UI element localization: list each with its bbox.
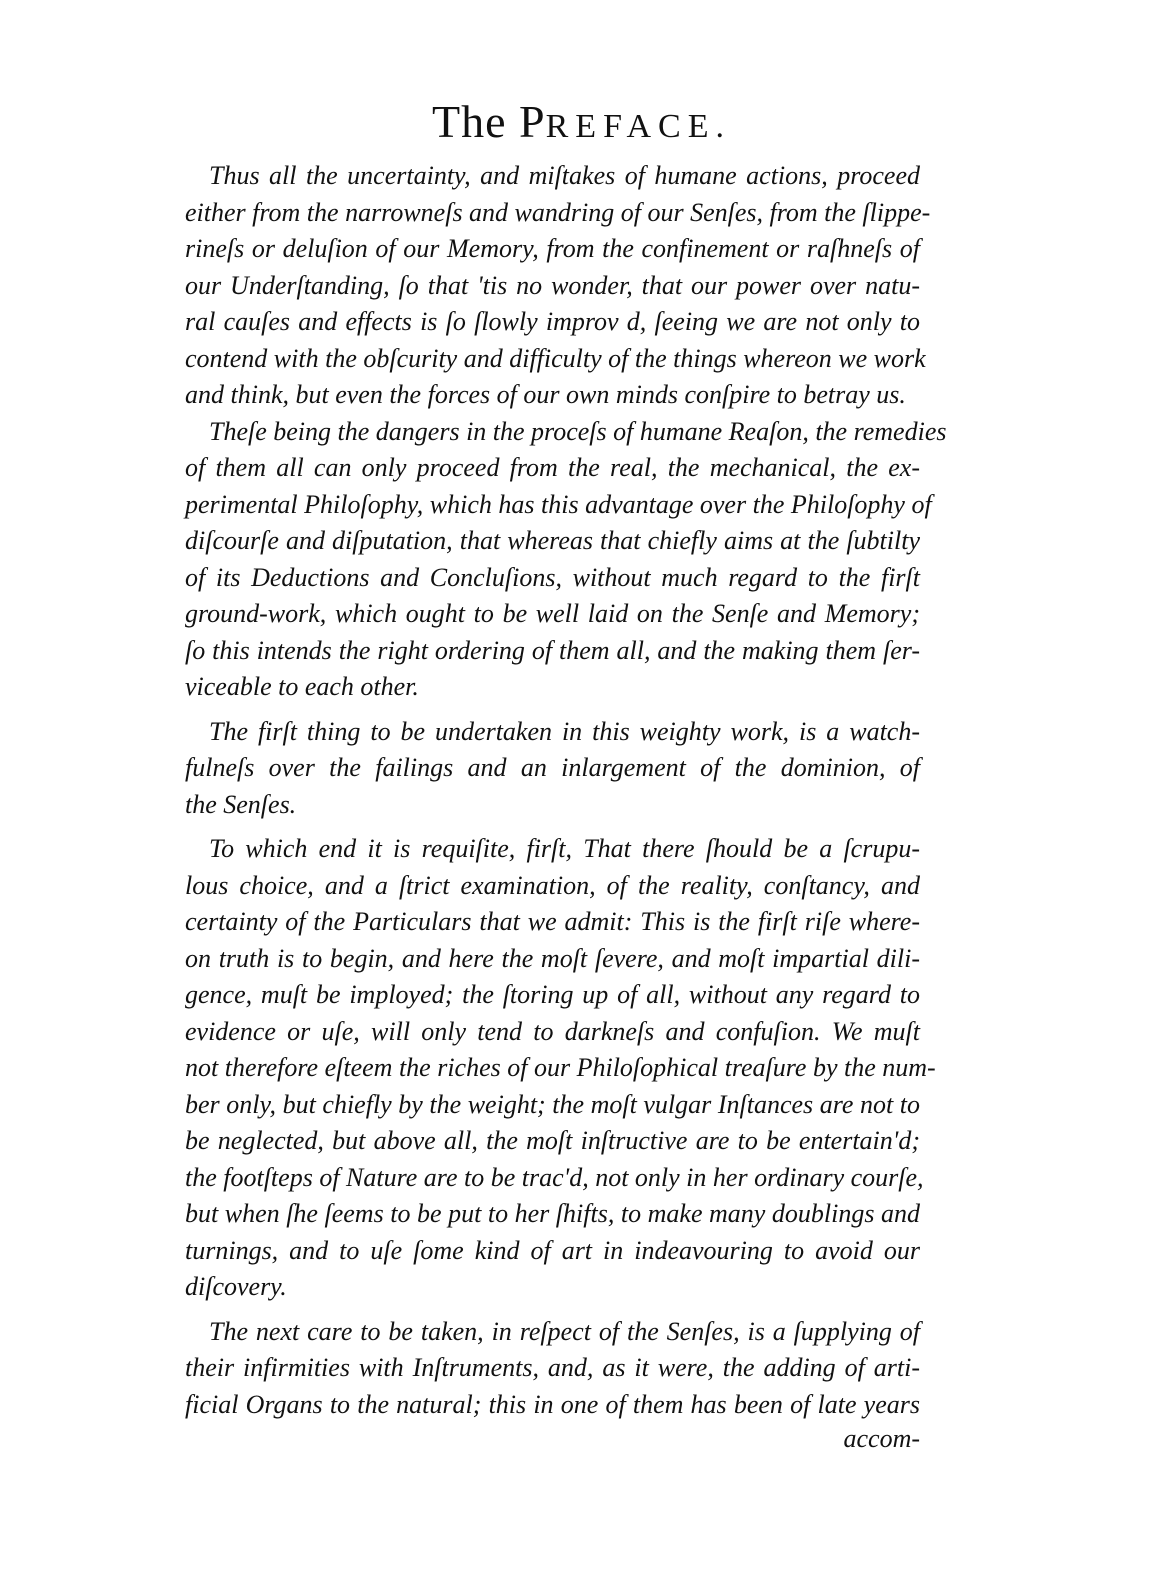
text-line: certainty of the Particulars that we admit: This is the firſt riſe where- [185, 907, 920, 936]
text-line: lous choice, and a ſtrict examination, of the reality, conſtancy, and [185, 870, 920, 900]
page-title-rest: REFACE. [545, 108, 731, 145]
catchword: accom- [843, 1424, 920, 1453]
text-line: our Underſtanding, ſo that 'tis no wonder, that our power over natu- [185, 270, 920, 300]
text-line: Thus all the uncertainty, and miſtakes of humane actions, proceed [209, 161, 920, 190]
preface-body-text [185, 158, 947, 1458]
text-line: rineſs or deluſion of our Memory, from the confinement or raſhneſs of [185, 234, 920, 263]
text-line: and think, but even the forces of our own minds conſpire to betray us. [185, 380, 906, 409]
text-line: either from the narrowneſs and wandring of our Senſes, from the ſlippe- [185, 197, 931, 227]
text-line: diſcourſe and diſputation, that whereas that chiefly aims at the ſubtilty [185, 526, 920, 555]
text-line: turnings, and to uſe ſome kind of art in indeavouring to avoid our [185, 1235, 920, 1265]
text-line: of them all can only proceed from the real, the mechanical, the ex- [185, 453, 920, 482]
text-line: be neglected, but above all, the moſt inſtructive are to be entertain'd; [185, 1126, 920, 1155]
text-line: the footſteps of Nature are to be trac'd, not only in her ordinary courſe, [185, 1162, 924, 1192]
text-line: viceable to each other. [185, 672, 419, 701]
text-line: Theſe being the dangers in the proceſs of humane Reaſon, the remedies [209, 416, 947, 446]
text-line: ſo this intends the right ordering of them all, and the making them ſer- [185, 635, 920, 665]
text-line: perimental Philoſophy, which has this advantage over the Philoſophy of [185, 489, 932, 519]
text-line: the Senſes. [185, 789, 297, 819]
text-line: ber only, but chiefly by the weight; the moſt vulgar Inſtances are not to [185, 1089, 920, 1119]
text-line: of its Deductions and Concluſions, without much regard to the firſt [185, 562, 920, 592]
page-title-initial: The P [432, 96, 546, 147]
text-line: To which end it is requiſite, firſt, That there ſhould be a ſcrupu- [209, 834, 920, 863]
text-line: on truth is to begin, and here the moſt ſevere, and moſt impartial dili- [185, 943, 920, 973]
text-line: not therefore eſteem the riches of our Philoſophical treaſure by the num- [185, 1053, 936, 1082]
text-line: ficial Organs to the natural; this in one of them has been of late years [185, 1389, 920, 1419]
text-line: ral cauſes and effects is ſo ſlowly improv d, ſeeing we are not only to [185, 307, 920, 336]
text-line: The firſt thing to be undertaken in this weighty work, is a watch- [209, 716, 920, 746]
text-line: but when ſhe ſeems to be put to her ſhifts, to make many doublings and [185, 1199, 920, 1228]
text-line: ground-work, which ought to be well laid on the Senſe and Memory; [185, 599, 920, 628]
page-title [0, 96, 1163, 153]
text-line: contend with the obſcurity and difficulty of the things whereon we work [185, 343, 926, 373]
text-line: fulneſs over the failings and an inlargement of the dominion, of [185, 753, 920, 782]
text-line: their infirmities with Inſtruments, and, as it were, the adding of arti- [185, 1353, 920, 1382]
text-line: gence, muſt be imployed; the ſtoring up of all, without any regard to [185, 980, 920, 1009]
text-line: The next care to be taken, in reſpect of the Senſes, is a ſupplying of [209, 1316, 920, 1346]
text-line: diſcovery. [185, 1272, 287, 1301]
text-line: evidence or uſe, will only tend to darkneſs and confuſion. We muſt [185, 1016, 920, 1046]
